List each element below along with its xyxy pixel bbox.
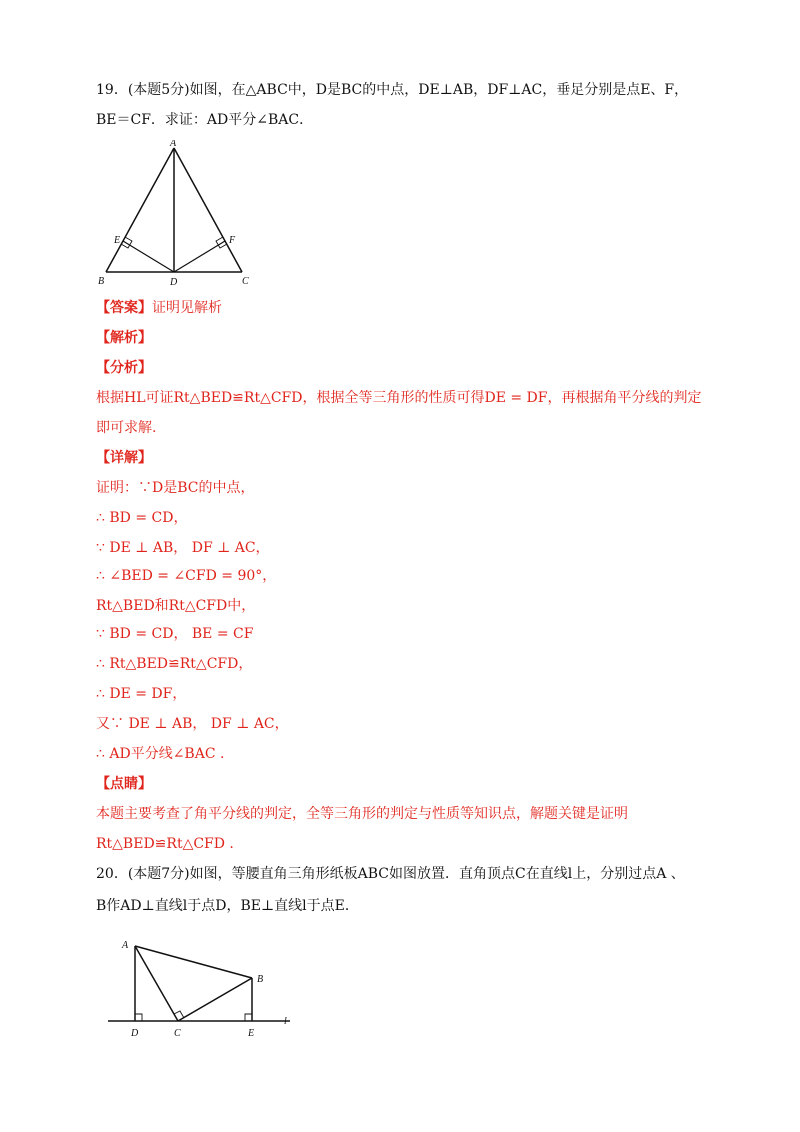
label-B: B <box>98 276 105 287</box>
comment-line-1: 本题主要考查了角平分线的判定，全等三角形的判定与性质等知识点，解题关键是证明 <box>96 806 628 822</box>
proof-step: ∴ DE = DF， <box>96 686 187 702</box>
answer-text: 证明见解析 <box>152 300 222 316</box>
label-E: E <box>114 235 121 246</box>
q19-line-2: BE＝CF．求证：AD平分∠BAC． <box>96 112 314 128</box>
label-B: B <box>257 974 264 985</box>
fenxi-line-2: 即可求解. <box>96 420 157 436</box>
label-C: C <box>242 276 249 287</box>
proof-step: ∴ Rt△BED≌Rt△CFD， <box>96 656 253 672</box>
proof-step: 又∵ DE ⊥ AB， DF ⊥ AC， <box>96 716 289 732</box>
q19-line-1: 19．(本题5分)如图，在△ABC中，D是BC的中点，DE⊥AB，DF⊥AC，垂足分别是点E、F， <box>96 82 689 98</box>
analysis-label: 【解析】 <box>96 330 152 346</box>
detail-label: 【详解】 <box>96 450 152 466</box>
label-D: D <box>131 1028 139 1039</box>
q19-triangle-figure <box>96 140 256 288</box>
proof-step: 证明：∵D是BC的中点， <box>96 480 255 496</box>
proof-step: ∵ BD = CD， BE = CF <box>96 626 254 642</box>
q20-figure <box>100 932 310 1042</box>
label-A: A <box>122 940 129 951</box>
label-D: D <box>170 277 178 288</box>
q20-line-2: B作AD⊥直线l于点D，BE⊥直线l于点E． <box>96 898 359 914</box>
proof-step: ∴ ∠BED = ∠CFD = 90°， <box>96 568 277 584</box>
proof-step: ∴ AD平分线∠BAC . <box>96 746 225 762</box>
comment-line-2: Rt△BED≌Rt△CFD . <box>96 836 234 852</box>
fenxi-line-1: 根据HL可证Rt△BED≌Rt△CFD，根据全等三角形的性质可得DE = DF，再根据角平分线的判定 <box>96 390 702 406</box>
q20-line-1: 20．(本题7分)如图，等腰直角三角形纸板ABC如图放置．直角顶点C在直线l上，分别过点A 、 <box>96 866 685 882</box>
label-A: A <box>170 140 177 149</box>
label-C: C <box>174 1028 181 1039</box>
answer-label: 【答案】 <box>96 300 152 316</box>
label-F: F <box>229 235 236 246</box>
label-E: E <box>248 1028 255 1039</box>
fenxi-label: 【分析】 <box>96 360 152 376</box>
comment-label: 【点睛】 <box>96 776 152 792</box>
proof-step: ∵ DE ⊥ AB， DF ⊥ AC， <box>96 540 270 556</box>
label-l: l <box>284 1016 287 1027</box>
proof-step: ∴ BD = CD， <box>96 510 188 526</box>
proof-step: Rt△BED和Rt△CFD中， <box>96 598 256 614</box>
answer-line <box>96 298 222 318</box>
